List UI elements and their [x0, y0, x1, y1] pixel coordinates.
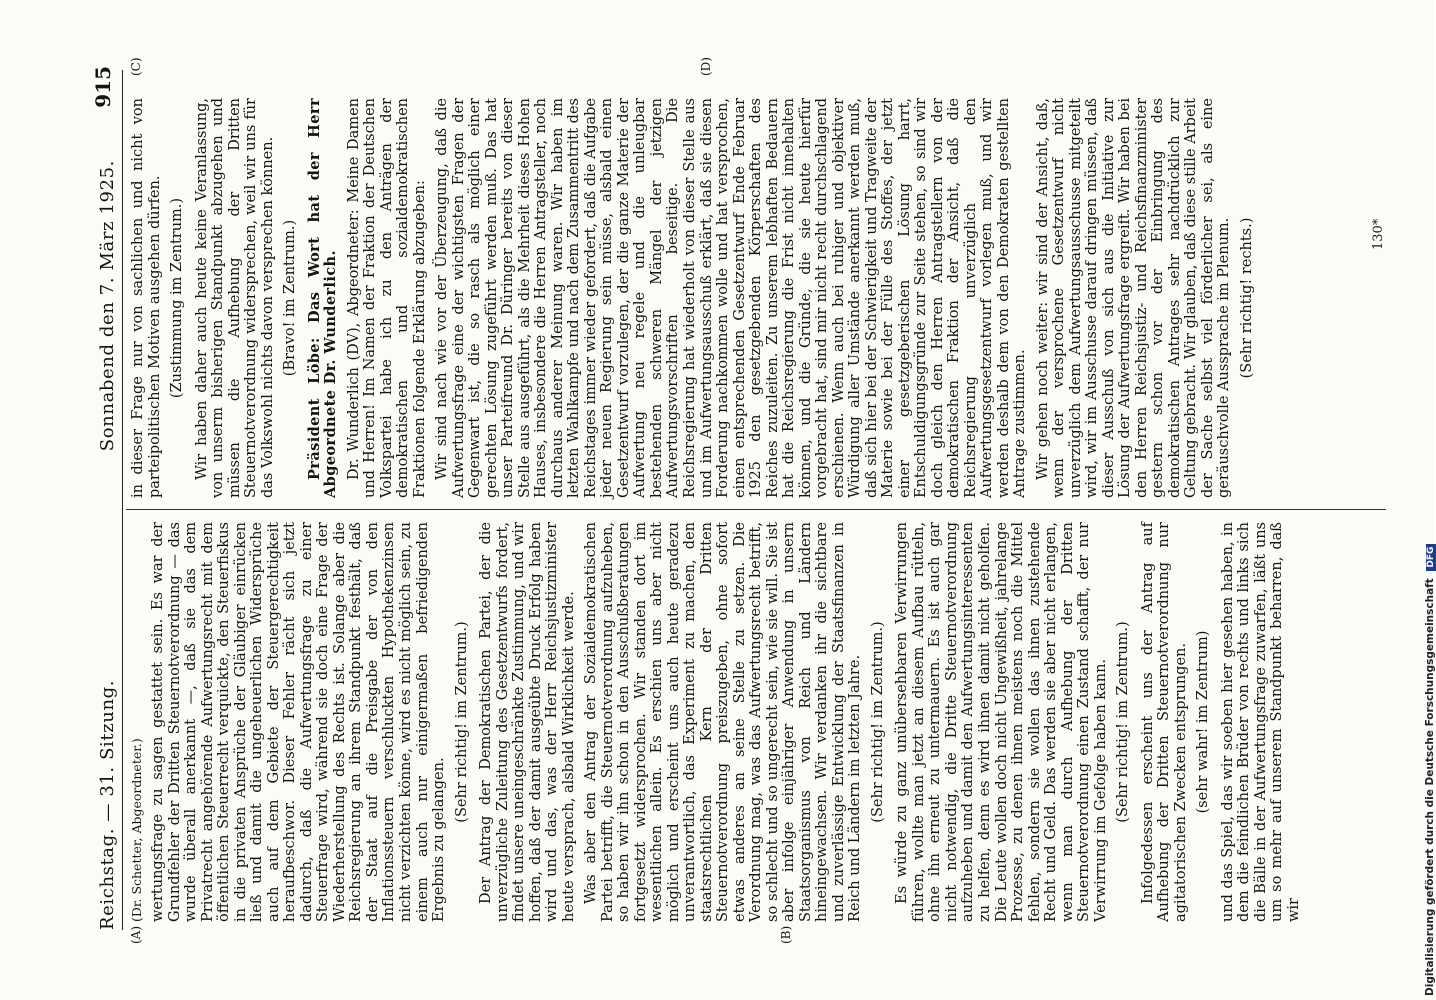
paragraph: Dr. Wunderlich (DV), Abgeordneter: Meine Damen und Herren! Im Namen der Fraktion der Deutschen Volkspartei habe ich zu den Anträgen der demokratischen und sozialdemokratischen Fraktionen folgende Erklärung abzugeben: — [345, 98, 428, 498]
paragraph: Wir gehen noch weiter: wir sind der Ansicht, daß, wenn der versprochene Gesetzentwurf nicht unverzüglich dem Aufwertungsausschusse mitgeteilt wird, wir im Ausschusse darauf dringen müssen, daß dieser Ausschuß von sich aus die Initiative zur Lösung der Aufwertungsfrage ergreift. Wir haben bei den Herren Reichsjustiz- und Reichsfinanzminister gestern schon vor der Einbringung des demokratischen Antrages sehr nachdrücklich zur Geltung gebracht. Wir glauben, daß diese stille Arbeit der Sache selbst viel förderlicher sei, als eine geräuschvolle Aussprache im Plenum. — [1034, 98, 1233, 498]
column-left — [130, 522, 1308, 922]
paragraph: wertungsfrage zu sagen gestattet sein. Es war der Grundfehler der Dritten Steuernotverordnung — das wurde überall anerkannt —, daß sie das dem Privatrecht angehörende Aufwertungsrecht mit dem öffentlichen Steuerrecht verquickte, den Steuerfiskus in die privaten Ansprüche der Gläubiger einrücken ließ und damit die ungeheuerlichen Widersprüche auch auf dem Gebiete der Steuergerechtigkeit heraufbeschwor. Dieser Fehler rächt sich jetzt dadurch, daß die Aufwertungsfrage zu einer Steuerfrage wird, während sie doch eine Frage der Wiederherstellung des Rechts ist. Solange aber die Reichsregierung an ihrem Standpunkt festhält, daß der Staat auf die Preisgabe der von den Inflationssteuern verschluckten Hypothekenzinsen nicht verzichten könne, wird es nicht möglich sein, zu einem auch nur einigermaßen befriedigenden Ergebnis zu gelangen. — [150, 522, 448, 922]
digitization-note — [1424, 0, 1436, 996]
column-divider — [126, 509, 1386, 510]
running-header — [91, 66, 123, 930]
interjection: (Sehr richtig! im Zentrum.) — [1115, 621, 1132, 823]
paragraph: Was aber den Antrag der Sozialdemokratischen Partei betrifft, die Steuernotverordnung aufzuheben, so haben wir ihn schon in den Ausschußberatungen fortgesetzt widersprochen. Wir standen dort im wesentlichen allein. Es erschien uns aber nicht möglich und erscheint uns auch heute geradezu unverantwortlich, das Experiment zu machen, den staatsrechtlichen Kern der Dritten Steuernotverordnung preiszugeben, ohne sofort etwas anderes an seine Stelle zu setzen. Die Verordnung mag, was das Aufwertungsrecht betrifft, so schlecht und so ungerecht sein, wie sie will. Sie ist aber infolge einjähriger Anwendung in unsern Staatsorganismus von Reich und Ländern hineingewachsen. Wir verdanken ihr die sichtbare und zuverlässige Entwicklung der Staatsfinanzen in Reich und Ländern im letzten Jahre. — [583, 522, 864, 922]
interjection: (Sehr richtig! im Zentrum.) — [869, 621, 886, 823]
interjection: (Sehr richtig! im Zentrum.) — [453, 621, 470, 823]
margin-mark-a: (A) — [129, 925, 143, 944]
paragraph: Wir haben daher auch heute keine Veranlassung, von unserm bisherigen Standpunkt abzugehen und müssen die Aufhebung der Dritten Steuernotverordnung widersprechen, weil wir uns für das Volkswohl nichts davon versprechen können. — [193, 98, 276, 498]
president-line: Präsident Löbe: Das Wort hat der Herr Abgeordnete Dr. Wunderlich. — [305, 98, 340, 498]
dfg-logo: DFG — [1426, 544, 1436, 571]
paragraph: Es würde zu ganz unübersehbaren Verwirrungen führen, wollte man jetzt an diesem Aufbau rütteln, ohne ihn erneut zu untermauern. Es ist auch gar nicht notwendig, die Dritte Steuernotverordnung aufzuheben und damit den Aufwertungsinteressenten zu helfen, denn es wird ihnen damit nicht geholfen. Die Leute wollen doch nicht Ungewißheit, jahrelange Prozesse, zu denen ihnen meistens noch die Mittel fehlen, sondern sie wollen das ihnen zustehende Recht und Geld. Das werden sie aber nicht erlangen, wenn man durch Aufhebung der Dritten Steuernotverordnung einen Zustand schafft, der nur Verwirrung im Gefolge haben kann. — [894, 522, 1109, 922]
margin-mark-b: (B) — [779, 925, 793, 944]
signature-mark: 130* — [1371, 218, 1386, 250]
page-number: 915 — [91, 66, 115, 108]
paragraph: Der Antrag der Demokratischen Partei, der die unverzügliche Zuleitung des Gesetzentwurfs fordert, findet unsere uneingeschränkte Zustimmung, und wir hoffen, daß der damit ausgeübte Druck Erfolg haben wird und das, was der Herr Reichsjustizminister heute versprach, alsbald Wirklichkeit werde. — [478, 522, 577, 922]
paragraph: Wir sind nach wie vor der Überzeugung, daß die Aufwertungsfrage eine der wichtigsten Fragen der Gegenwart ist, die so rasch als möglich einer gerechten Lösung zugeführt werden muß. Das hat unser Parteifreund Dr. Düringer bereits von dieser Stelle aus ausgeführt, als die Mehrheit dieses Hohen Hauses, insbesondere die Herren Antragsteller, noch durchaus anderer Meinung waren. Wir haben im letzten Wahlkampfe und nach dem Zusammentritt des Reichstages immer wieder gefordert, daß die Aufgabe jeder neuen Regierung sein müsse, alsbald einen Gesetzentwurf vorzulegen, der die ganze Materie der Aufwertung neu regele und die unleugbar bestehenden schweren Mängel der jetzigen Aufwertungsvorschriften beseitige. Die Reichsregierung hat wiederholt von dieser Stelle aus und im Aufwertungsausschuß erklärt, daß sie diesen Forderung nachkommen wolle und hat versprochen, einen entsprechenden Gesetzentwurf Ende Februar 1925 den gesetzgebenden Körperschaften des Reiches zuzuleiten. Zu unserem lebhaften Bedauern hat die Reichsregierung die Frist nicht innehalten können, und die Gründe, die sie heute hierfür vorgebracht hat, sind mir nicht recht durchschlagend erschienen. Wenn auch bei ruhiger und objektiver Würdigung aller Umstände anerkannt werden muß, daß sich hier bei der Schwierigkeit und Tragweite der Materie sowie bei der Fülle des Stoffes, der jetzt einer gesetzgeberischen Lösung harrt, Entschuldigungsgründe zur Seite stehen, so sind wir doch gleich den Herren Antragstellern von der demokratischen Fraktion der Ansicht, daß die Reichsregierung unverzüglich den Aufwertungsgesetzentwurf vorlegen muß, und wir werden deshalb dem von den Demokraten gestellten Antrage zustimmen. — [434, 98, 1029, 498]
interjection: (Zustimmung im Zentrum.) — [169, 197, 186, 399]
header-date: Sonnabend den 7. März 1925. — [97, 160, 118, 452]
paragraph: und das Spiel, das wir soeben hier gesehen haben, in dem die feindlichen Brüder von rechts und links sich die Bälle in der Aufwertungsfrage zuwarfen, läßt uns um so mehr auf unserem Standpunkt beharren, daß wir — [1219, 522, 1302, 922]
paragraph: Infolgedessen erscheint uns der Antrag auf Aufhebung der Dritten Steuernotverordnung nur agitatorischen Zwecken entsprungen. — [1139, 522, 1189, 922]
column-right — [130, 98, 1264, 498]
rotated-page-content — [90, 50, 1410, 950]
speaker-line: (Dr. Schetter, Abgeordneter.) — [129, 738, 144, 922]
interjection: (Bravo! im Zentrum.) — [282, 219, 299, 377]
interjection: (Sehr richtig! rechts.) — [1239, 217, 1255, 379]
paragraph: in dieser Frage nur von sachlichen und nicht von parteipolitischen Motiven ausgehen dürfen. — [130, 98, 163, 498]
interjection: (sehr wahr! im Zentrum) — [1195, 630, 1212, 814]
margin-mark-d: (D) — [699, 57, 713, 76]
digitization-text: Digitalisierung gefördert durch die Deutsche Forschungsgemeinschaft — [1424, 578, 1436, 996]
margin-mark-c: (C) — [129, 57, 143, 76]
header-left: Reichstag. — 31. Sitzung. — [97, 679, 118, 930]
